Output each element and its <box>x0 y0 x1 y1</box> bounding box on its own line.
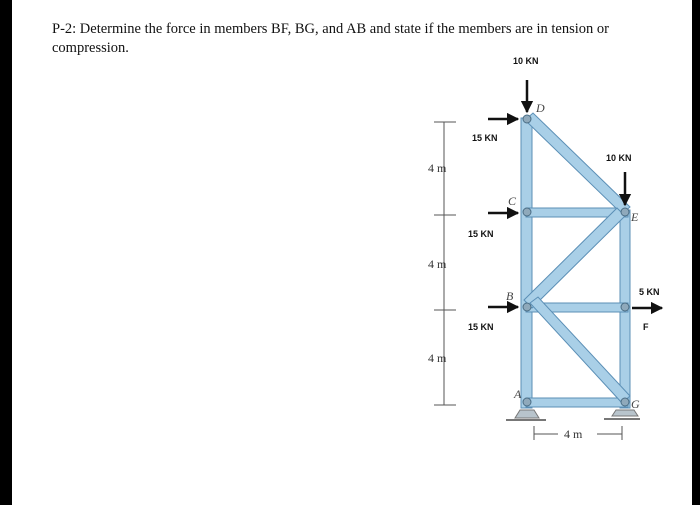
load-label-C-horizontal: 15 KN <box>468 229 494 239</box>
load-label-top: 10 KN <box>513 56 539 66</box>
dim-label-panel-2: 4 m <box>428 257 447 271</box>
node-label-D: D <box>536 101 545 115</box>
node-label-F: F <box>643 322 649 332</box>
member-AG <box>526 398 628 407</box>
node-label-A: A <box>514 387 522 401</box>
load-label-B-horizontal: 15 KN <box>468 322 494 332</box>
member-left-vertical <box>521 118 532 408</box>
roller-support-G <box>604 410 640 419</box>
node-label-B: B <box>506 289 514 303</box>
node-label-C: C <box>508 194 517 208</box>
load-label-D-horizontal: 15 KN <box>472 133 498 143</box>
load-label-F-horizontal: 5 KN <box>639 287 660 297</box>
dim-label-panel-1: 4 m <box>428 161 447 175</box>
problem-statement: P-2: Determine the force in members BF, BG, and AB and state if the members are in tension or compression. <box>52 21 609 56</box>
member-BG <box>530 297 630 403</box>
dim-label-panel-3: 4 m <box>428 351 447 365</box>
member-DE <box>525 113 630 214</box>
member-BE <box>524 208 625 308</box>
node-label-G: G <box>631 397 640 411</box>
node-label-E: E <box>631 210 639 224</box>
dim-label-width: 4 m <box>564 427 583 441</box>
pin-support-A <box>506 410 546 420</box>
load-label-E: 10 KN <box>606 153 632 163</box>
